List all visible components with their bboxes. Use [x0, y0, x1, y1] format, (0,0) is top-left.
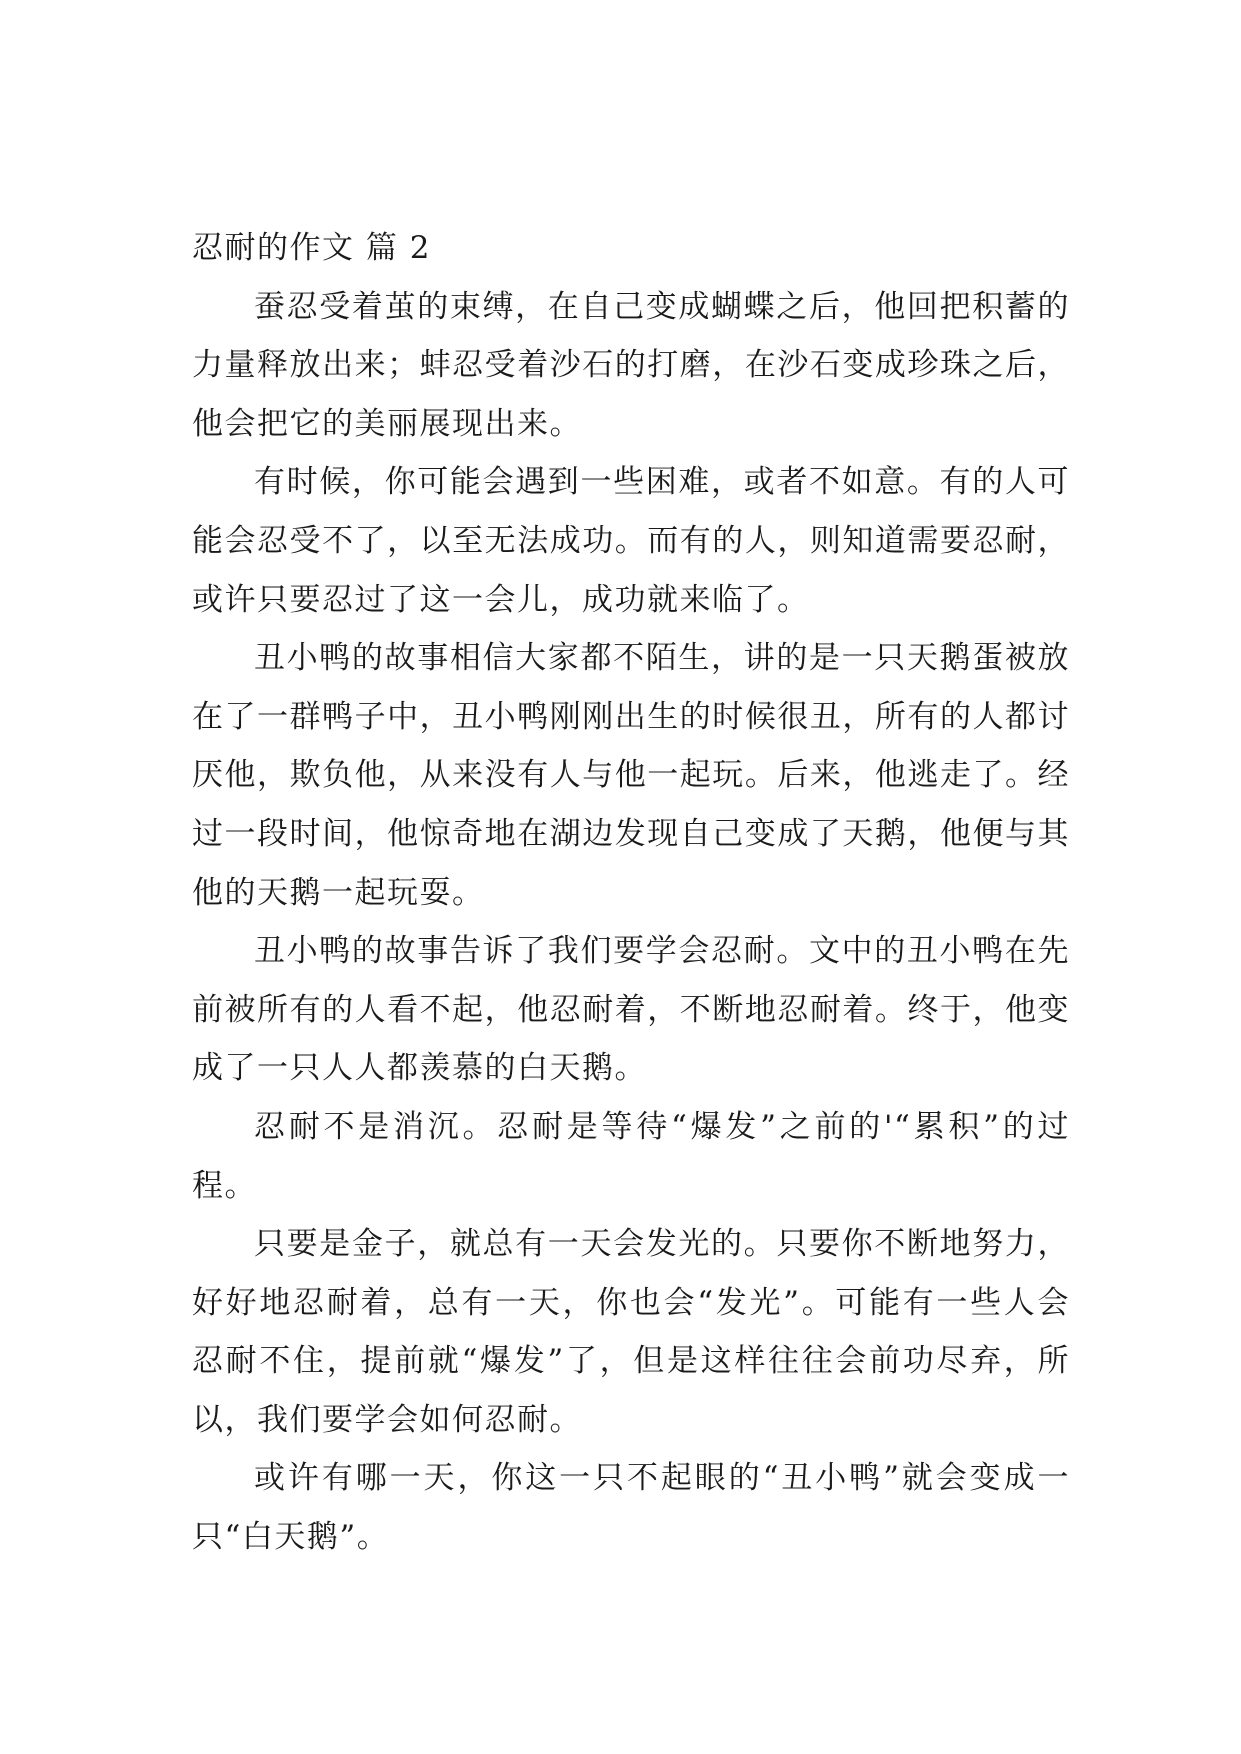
essay-body — [192, 219, 1070, 1567]
paragraph-2: 有时候，你可能会遇到一些困难，或者不如意。有的人可能会忍受不了，以至无法成功。而有的人，则知道需要忍耐，或许只要忍过了这一会儿，成功就来临了。 — [192, 464, 1070, 618]
paragraph-6: 只要是金子，就总有一天会发光的。只要你不断地努力，好好地忍耐着，总有一天，你也会“发光”。可能有一些人会忍耐不住，提前就“爆发”了，但是这样往往会前功尽弃，所以，我们要学会如何忍耐。 — [192, 1226, 1070, 1438]
paragraph-3: 丑小鸭的故事相信大家都不陌生，讲的是一只天鹅蛋被放在了一群鸭子中，丑小鸭刚刚出生的时候很丑，所有的人都讨厌他，欺负他，从来没有人与他一起玩。后来，他逃走了。经过一段时间，他惊奇地在湖边发现自己变成了天鹅，他便与其他的天鹅一起玩耍。 — [192, 640, 1070, 911]
paragraph-4: 丑小鸭的故事告诉了我们要学会忍耐。文中的丑小鸭在先前被所有的人看不起，他忍耐着，不断地忍耐着。终于，他变成了一只人人都羡慕的白天鹅。 — [192, 933, 1070, 1087]
essay-title: 忍耐的作文 篇 2 — [192, 230, 431, 266]
paragraph-5: 忍耐不是消沉。忍耐是等待“爆发”之前的'“累积”的过程。 — [192, 1108, 1070, 1204]
paragraph-1: 蚕忍受着茧的束缚，在自己变成蝴蝶之后，他回把积蓄的力量释放出来；蚌忍受着沙石的打磨，在沙石变成珍珠之后，他会把它的美丽展现出来。 — [192, 288, 1070, 442]
paragraph-7: 或许有哪一天，你这一只不起眼的“丑小鸭”就会变成一只“白天鹅”。 — [192, 1460, 1070, 1556]
